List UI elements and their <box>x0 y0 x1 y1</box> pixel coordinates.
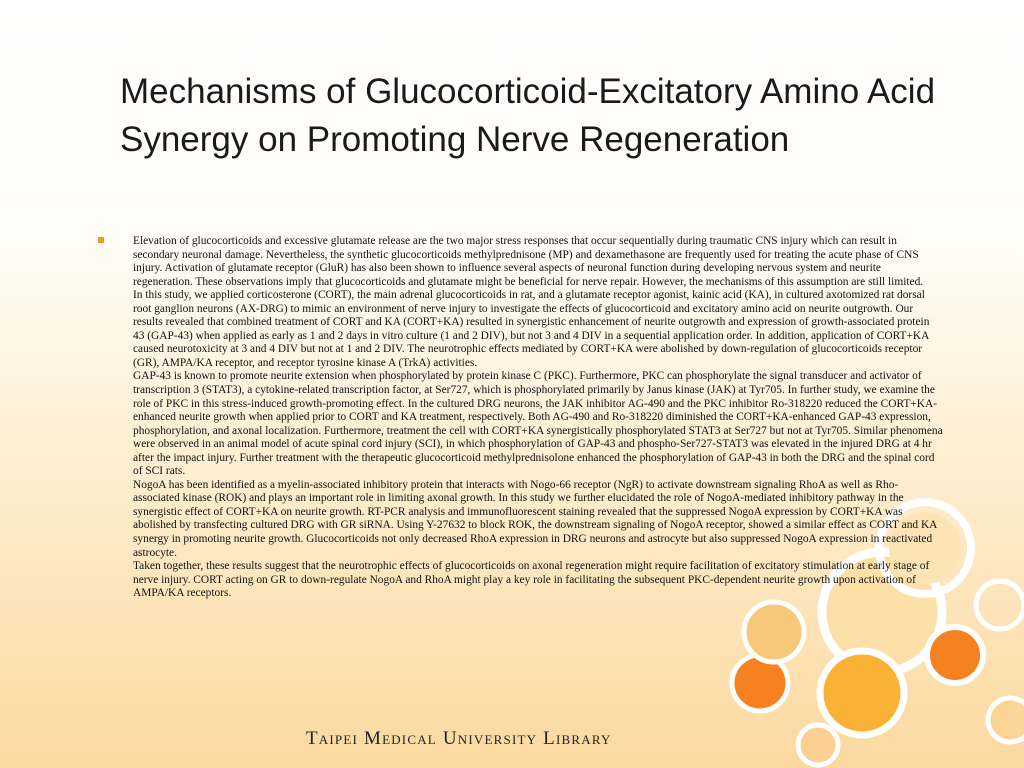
slide-body <box>133 235 943 601</box>
body-paragraph: Taken together, these results suggest that the neurotrophic effects of glucocorticoids on axonal regeneration might require facilitation of excitatory stimulation at early stage of nerve injury. CORT acting on GR to down-regulate NogoA and RhoA might play a key role in facilitating the subsequent PKC-dependent neurite growth upon activation of AMPA/KA receptors. <box>133 560 930 600</box>
decor-circle-white-right <box>976 581 1024 629</box>
body-paragraph: GAP-43 is known to promote neurite extension when phosphorylated by protein kinase C (PKC). Furthermore, PKC can phosphorylate the signal transducer and activator of transcription 3 (STAT3), a cytokine-related transcription factor, at Ser727, which is phosphorylated primarily by Janus kinase (JAK) at Tyr705. In further study, we examine the role of PKC in this stress-induced growth-promoting effect. In the cultured DRG neurons, the JAK inhibitor AG-490 and the PKC inhibitor Ro-318220 reduced the CORT+KA-enhanced neurite growth when applied prior to CORT and KA treatment, respectively. Both AG-490 and Ro-318220 diminished the CORT+KA-enhanced GAP-43 expression, phosphorylation, and axonal localization. Furthermore, treatment the cell with CORT+KA synergistically phosphorylated STAT3 at Ser727 but not at Tyr705. Similar phenomena were observed in an animal model of acute spinal cord injury (SCI), in which phosphorylation of GAP-43 and phospho-Ser727-STAT3 was elevated in the injured DRG at 4 hr after the impact injury. Further treatment with the therapeutic glucocorticoid methylprednisolone enhanced the phosphorylation of GAP-43 in both the DRG and the spinal cord of SCI rats. <box>133 370 943 478</box>
body-paragraph: Elevation of glucocorticoids and excessive glutamate release are the two major stress responses that occur sequentially during traumatic CNS injury which can result in secondary neuronal damage. Nevertheless, the synthetic glucocorticoids methylprednisone (MP) and dexamethasone are frequently used for treating the acute phase of CNS injury. Activation of glutamate receptor (GluR) has also been shown to influence several aspects of neuronal function during developing nervous system and neurite regeneration. These observations imply that glucocorticoids and glutamate might be beneficial for nerve repair. However, the mechanisms of this assumption are still limited. <box>133 235 924 288</box>
decor-circle-edge-right <box>988 698 1024 742</box>
decor-circle-yellow-left <box>744 602 804 662</box>
slide-title: Mechanisms of Glucocorticoid-Excitatory Amino Acid Synergy on Promoting Nerve Regeneration <box>120 72 936 159</box>
body-paragraph: In this study, we applied corticosterone (CORT), the main adrenal glucocorticoids in rat, and a glutamate receptor agonist, kainic acid (KA), in cultured axotomized rat dorsal root ganglion neurons (AX-DRG) to mimic an environment of nerve injury to investigate the effects of glucocorticoid and excitatory amino acid on neurite outgrowth. Our results revealed that combined treatment of CORT and KA (CORT+KA) resulted in synergistic enhancement of neurite outgrowth and expression of growth-associated protein 43 (GAP-43) when applied as early as 1 and 2 days in vitro culture (1 and 2 DIV), but not 3 and 4 DIV in a sequential application order. In addition, application of CORT+KA caused neurotoxicity at 3 and 4 DIV but not at 1 and 2 DIV. The neurotrophic effects mediated by CORT+KA were abolished by down-regulation of glucocorticoids receptor (GR), AMPA/KA receptor, and receptor tyrosine kinase A (TrkA) activities. <box>133 289 930 369</box>
decor-circle-orange-right <box>927 627 983 683</box>
decor-circle-yellow-bottom <box>820 651 904 735</box>
body-paragraph: NogoA has been identified as a myelin-associated inhibitory protein that interacts with Nogo-66 receptor (NgR) to activate downstream signaling RhoA as well as Rho-associated kinase (ROK) and plays an important role in limiting axonal growth. In this study we further elucidated the role of NogoA-mediated inhibitory pathway in the synergistic effect of CORT+KA on neurite growth. RT-PCR analysis and immunofluorescent staining revealed that the suppressed NogoA expression by CORT+KA was abolished by transfecting cultured DRG with GR siRNA. Using Y-27632 to block ROK, the downstream signaling of NogoA receptor, showed a similar effect as CORT and KA synergy in promoting neurite growth. Glucocorticoids not only decreased RhoA expression in DRG neurons and astrocyte but also suppressed NogoA expression in reactivated astrocyte. <box>133 478 937 559</box>
decor-circle-small-bottom <box>798 725 838 765</box>
footer-library-name: Taipei Medical University Library <box>306 728 612 749</box>
